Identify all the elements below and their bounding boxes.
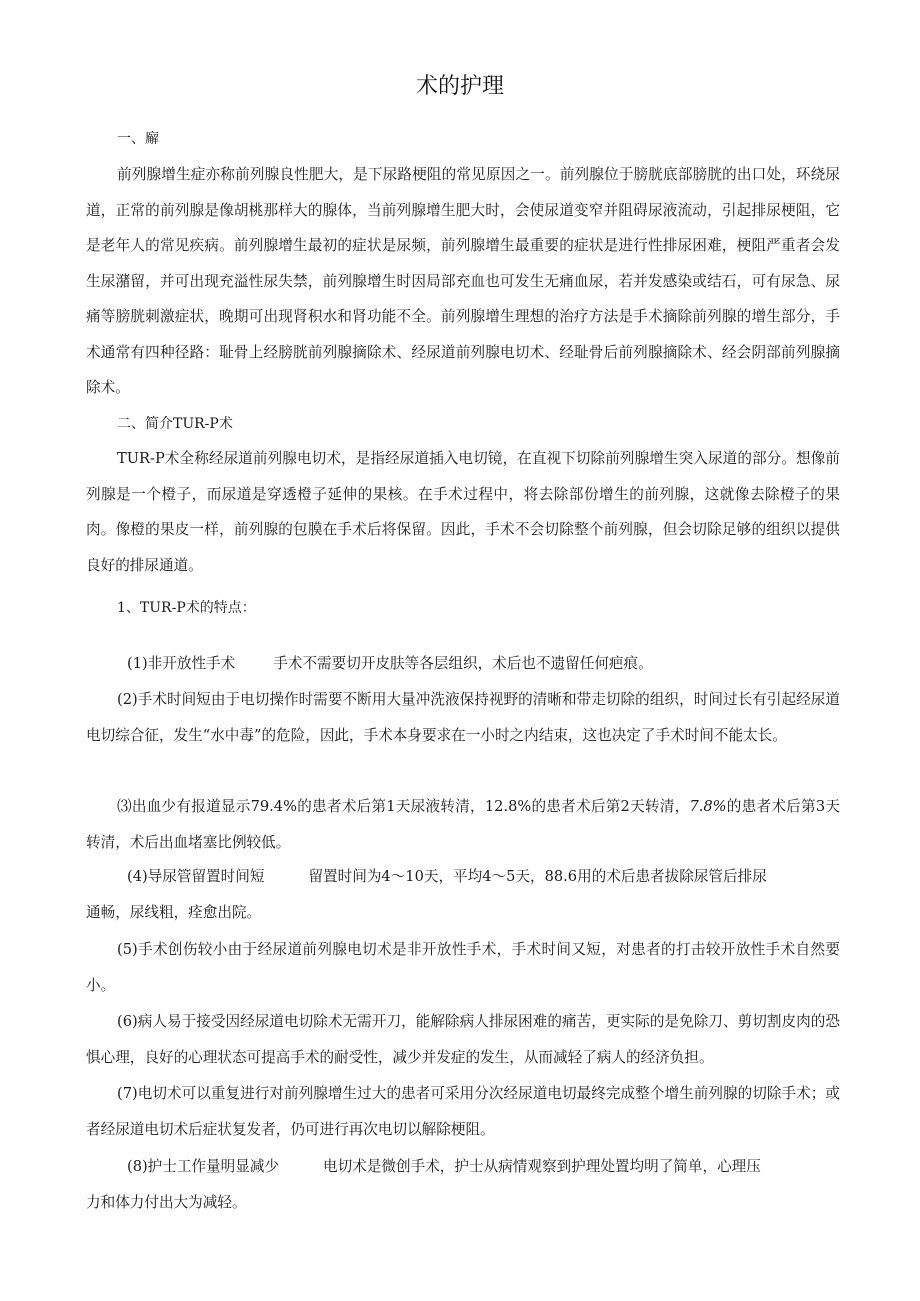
feature-item-2: (2)手术时间短由于电切操作时需要不断用大量冲洗液保持视野的清晰和带走切除的组织，时间过长有引起经尿道电切综合征，发生“水中毒”的危险，因此，手术本身要求在一小时之内结束，这也决定了手术时间不能太长。 <box>86 691 840 744</box>
feature-item-7: (7)电切术可以重复进行对前列腺增生过大的患者可采用分次经尿道电切最终完成整个增生前列腺的切除手术；或者经尿道电切术后症状复发者，仍可进行再次电切以解除梗阻。 <box>86 1085 840 1138</box>
section-2-heading: 二、简介TUR-P术 <box>117 416 233 432</box>
features-heading: 1、TUR-P术的特点： <box>117 600 256 616</box>
feature-item-3-after: 的患者术后第3天转清，术后出血堵塞比例较低。 <box>86 798 840 851</box>
feature-item-8-line2: 力和体力付出大为减轻。 <box>86 1194 247 1211</box>
feature-item-1-label: (1)非开放性手术 <box>127 655 236 672</box>
feature-item-1-text: 手术不需要切开皮肤等各层组织，术后也不遗留任何疤痕。 <box>273 655 653 672</box>
feature-item-6: (6)病人易于接受因经尿道电切除术无需开刀，能解除病人排尿困难的痛苦，更实际的是免除刀、剪切割皮肉的恐惧心理，良好的心理状态可提高手术的耐受性，减少并发症的发生，从而减轻了病人的经济负担。 <box>86 1013 840 1066</box>
feature-item-4-text: 留置时间为4～10天，平均4～5天，88.6用的术后患者拔除尿管后排尿 <box>308 868 767 885</box>
feature-item-3-italic: 7.8% <box>689 798 727 815</box>
feature-item-3 <box>86 789 840 860</box>
feature-item-1 <box>127 646 847 682</box>
feature-item-4-label: (4)导尿管留置时间短 <box>127 868 265 885</box>
feature-item-8-label: (8)护士工作量明显减少 <box>127 1158 280 1175</box>
section-1-heading: 一、廨 <box>117 131 159 147</box>
section-1-paragraph: 前列腺增生症亦称前列腺良性肥大，是下尿路梗阻的常见原因之一。前列腺位于膀胱底部膀胱的出口处，环绕尿道，正常的前列腺是像胡桃那样大的腺体，当前列腺增生肥大时，会使尿道变窄并阻碍尿液流动，引起排尿梗阻，它是老年人的常见疾病。前列腺增生最初的症状是尿频，前列腺增生最重要的症状是进行性排尿困难，梗阻严重者会发生尿潴留，并可出现充溢性尿失禁，前列腺增生时因局部充血也可发生无痛血尿，若并发感染或结石，可有尿急、尿痛等膀胱刺激症状，晚期可出现肾积水和肾功能不全。前列腺增生理想的治疗方法是手术摘除前列腺的增生部分，手术通常有四种径路：耻骨上经膀胱前列腺摘除术、经尿道前列腺电切术、经耻骨后前列腺摘除术、经会阴部前列腺摘除术。 <box>86 166 840 396</box>
feature-item-8-text: 电切术是微创手术，护士从病情观察到护理处置均明了简单，心理压 <box>323 1158 761 1175</box>
feature-item-5: (5)手术创伤较小由于经尿道前列腺电切术是非开放性手术，手术时间又短，对患者的打击较开放性手术自然要小。 <box>86 941 840 994</box>
feature-item-4-line1 <box>127 859 847 895</box>
section-2-paragraph: TUR-P术全称经尿道前列腺电切术，是指经尿道插入电切镜，在直视下切除前列腺增生突入尿道的部分。想像前列腺是一个橙子，而尿道是穿透橙子延伸的果核。在手术过程中，将去除部份增生的前列腺，这就像去除橙子的果肉。像橙的果皮一样，前列腺的包膜在手术后将保留。因此，手术不会切除整个前列腺，但会切除足够的组织以提供良好的排尿通道。 <box>86 450 840 574</box>
feature-item-4-line2: 通畅，尿线粗，痊愈出院。 <box>86 904 262 921</box>
feature-item-8-line1 <box>127 1149 847 1185</box>
document-title: 术的护理 <box>415 74 504 99</box>
feature-item-3-before: ⑶出血少有报道显示79.4%的患者术后第1天尿液转清，12.8%的患者术后第2天转清， <box>117 798 690 815</box>
